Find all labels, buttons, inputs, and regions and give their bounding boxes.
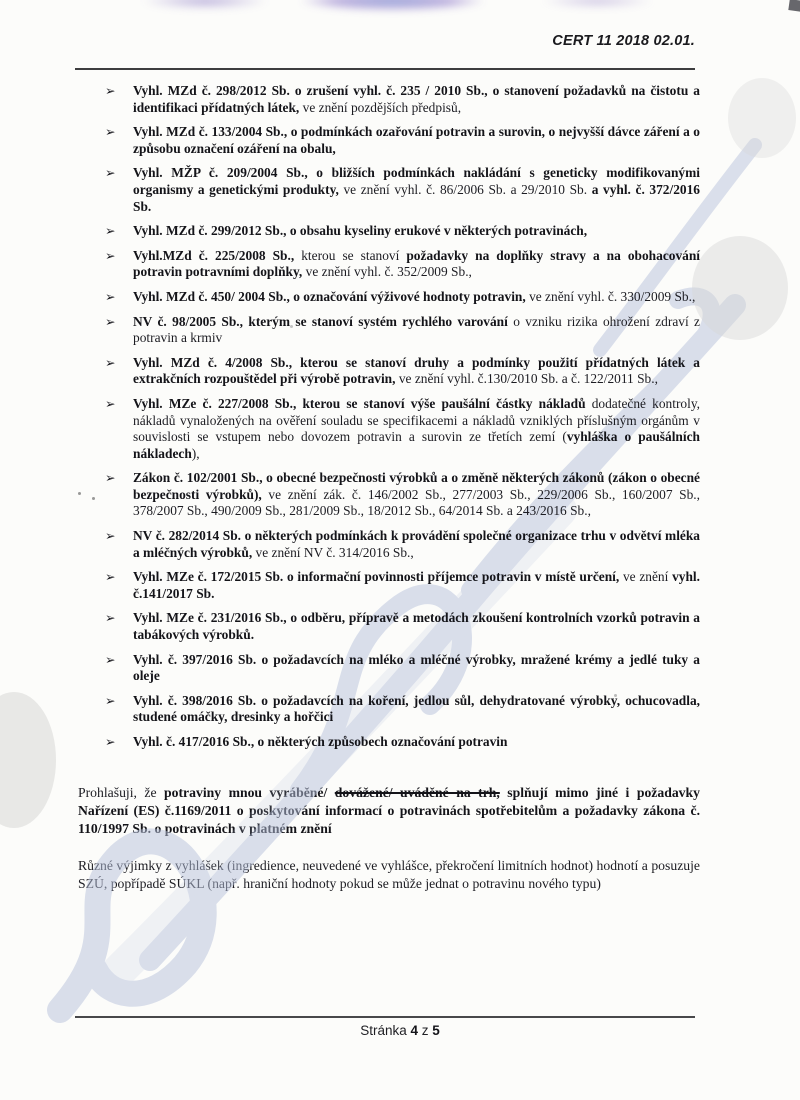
- text-segment: 5: [432, 1023, 440, 1038]
- text-segment: ),: [191, 445, 200, 461]
- arrow-bullet-icon: ➢: [105, 651, 116, 667]
- text-segment: vyhl. č.141/2017 Sb.: [133, 569, 700, 601]
- text-segment: ve znění vyhl. č.130/2010 Sb. a č. 122/2011 Sb.,: [398, 371, 658, 387]
- list-item: [105, 396, 700, 462]
- text-segment: Stránka: [360, 1023, 411, 1038]
- arrow-bullet-icon: ➢: [105, 313, 116, 329]
- text-segment: požadavky na doplňky stravy a na obohacování potravin potravními doplňky,: [133, 247, 701, 280]
- arrow-bullet-icon: ➢: [105, 734, 116, 749]
- list-item: [105, 470, 700, 520]
- text-segment: kterou se stanoví: [301, 247, 407, 263]
- text-segment: splňují mimo jiné i požadavky Nařízení (ES) č.1169/2011 o poskytování informací o potravinách spotřebitelům a požadavky zákona č. 110/1997 Sb. o potravinách v platném znění: [78, 784, 700, 836]
- text-segment: ve znění NV č. 314/2016 Sb.,: [255, 544, 414, 560]
- text-segment: Vyhl. MŽP č. 209/2004 Sb., o bližších podmínkách nakládání s geneticky modifikovanými organismy a genetickými produkty,: [133, 165, 700, 197]
- text-segment: a vyhl. č. 372/2016 Sb.: [133, 181, 700, 214]
- text-segment: Vyhl. č. 398/2016 Sb. o požadavcích na koření, jedlou sůl, dehydratované výrobky, ochucovadla, studené omáčky, dresinky a hořčici: [133, 692, 700, 725]
- text-segment: o vzniku rizika ohrožení zdraví z potravin a krmiv: [133, 313, 700, 346]
- closing-paragraphs: [0, 784, 800, 893]
- arrow-bullet-icon: ➢: [105, 83, 116, 98]
- arrow-bullet-icon: ➢: [105, 247, 116, 263]
- list-item: [105, 652, 700, 685]
- arrow-bullet-icon: ➢: [105, 124, 116, 140]
- scan-speck: [78, 492, 81, 495]
- text-segment: Vyhl.MZd č. 225/2008 Sb.,: [133, 247, 302, 263]
- list-item: [105, 165, 700, 215]
- text-segment: Prohlašuji, že: [78, 784, 165, 800]
- text-segment: ve znění vyhl. č. 352/2009 Sb.,: [305, 264, 472, 280]
- text-segment: dodatečné kontroly, nákladů vynaložených na ověření souladu se specifikacemi a nákladů vzniklých příslušným orgánům v souvislosti se vstupem nebo dovozem potravin a surovin ze třetích zemí (: [133, 395, 700, 445]
- document-code: CERT 11 2018 02.01.: [552, 33, 695, 49]
- text-segment: Vyhl. MZd č. 450/ 2004 Sb., o označování výživové hodnoty potravin,: [133, 288, 530, 304]
- list-item: [105, 83, 700, 116]
- declaration-paragraph: [78, 784, 700, 838]
- header-rule: [75, 68, 695, 70]
- scan-smudge: [540, 0, 655, 9]
- text-segment: Zákon č. 102/2001 Sb., o obecné bezpečnosti výrobků a o změně některých zákonů (zákon o obecné bezpečnosti výrobků),: [133, 470, 700, 502]
- text-segment: 4: [410, 1023, 418, 1038]
- arrow-bullet-icon: ➢: [105, 692, 116, 708]
- scan-corner-artifact: [788, 0, 800, 12]
- list-item: [105, 314, 700, 347]
- text-segment: Vyhl. č. 397/2016 Sb. o požadavcích na mléko a mléčné výrobky, mražené krémy a jedlé tuky a oleje: [133, 651, 700, 684]
- text-segment: Vyhl. č. 417/2016 Sb., o některých způsobech označování potravin: [133, 734, 508, 749]
- scan-smudge: [140, 0, 270, 10]
- arrow-bullet-icon: ➢: [105, 470, 116, 486]
- scan-smudge: [300, 0, 485, 11]
- list-item: [105, 734, 700, 751]
- text-segment: ve znění pozdějších předpisů,: [302, 99, 462, 115]
- exceptions-paragraph: [78, 857, 700, 893]
- text-segment: NV č. 98/2005 Sb., kterým se stanoví systém rychlého varování: [133, 313, 514, 329]
- list-item: [105, 223, 700, 240]
- text-segment: vyhláška o paušálních nákladech: [133, 429, 700, 461]
- arrow-bullet-icon: ➢: [105, 569, 116, 585]
- list-item: [105, 248, 700, 281]
- text-segment: ve znění vyhl. č. 86/2006 Sb. a 29/2010 Sb.: [343, 181, 592, 197]
- text-segment: Vyhl. MZd č. 4/2008 Sb., kterou se stanoví druhy a podmínky použití přídatných látek a extrakčních rozpouštědel při výrobě potravin,: [133, 354, 700, 387]
- text-segment: Vyhl. MZd č. 298/2012 Sb. o zrušení vyhl. č. 235 / 2010 Sb., o stanovení požadavků na čistotu a identifikaci přídatných látek,: [133, 83, 700, 115]
- arrow-bullet-icon: ➢: [105, 528, 116, 544]
- text-segment: z: [418, 1023, 433, 1038]
- list-item: [105, 610, 700, 643]
- arrow-bullet-icon: ➢: [105, 223, 116, 239]
- page-footer: [0, 1016, 800, 1038]
- list-item: [105, 355, 700, 388]
- list-item: [105, 528, 700, 561]
- text-segment: ve znění: [622, 569, 673, 585]
- arrow-bullet-icon: ➢: [105, 165, 116, 181]
- regulation-list: [105, 83, 700, 751]
- text-segment: Vyhl. MZe č. 231/2016 Sb., o odběru, přípravě a metodách zkoušení kontrolních vzorků potravin a tabákových výrobků.: [133, 610, 700, 643]
- text-segment: potraviny mnou vyráběné/: [164, 784, 335, 800]
- list-item: [105, 693, 700, 726]
- text-segment: ve znění vyhl. č. 330/2009 Sb.,: [529, 288, 696, 304]
- text-segment: Vyhl. MZd č. 133/2004 Sb., o podmínkách ozařování potravin a surovin, o nejvyšší dávce záření a o způsobu označení ozáření na obalu,: [133, 124, 700, 156]
- list-item: [105, 289, 700, 306]
- list-item: [105, 569, 700, 602]
- page-number: [0, 1023, 800, 1038]
- text-segment: NV č. 282/2014 Sb. o některých podmínkách k provádění společné organizace trhu v odvětví mléka a mléčných výrobků,: [133, 528, 700, 560]
- footer-rule: [75, 1016, 695, 1018]
- text-segment: Vyhl. MZd č. 299/2012 Sb., o obsahu kyseliny erukové v některých potravinách,: [133, 223, 588, 239]
- text-segment: Vyhl. MZe č. 172/2015 Sb. o informační povinnosti příjemce potravin v místě určení,: [133, 569, 623, 585]
- arrow-bullet-icon: ➢: [105, 354, 116, 370]
- arrow-bullet-icon: ➢: [105, 395, 116, 411]
- arrow-bullet-icon: ➢: [105, 288, 116, 304]
- text-segment: dovážené/ uváděné na trh,: [334, 784, 500, 800]
- arrow-bullet-icon: ➢: [105, 610, 116, 626]
- text-segment: Vyhl. MZe č. 227/2008 Sb., kterou se stanoví výše paušální částky nákladů: [133, 395, 592, 411]
- scan-speck: [92, 497, 95, 500]
- list-item: [105, 124, 700, 157]
- text-segment: ve znění zák. č. 146/2002 Sb., 277/2003 Sb., 229/2006 Sb., 160/2007 Sb., 378/2007 Sb., 490/2009 Sb., 281/2009 Sb., 18/2012 Sb., 64/2014 Sb. a 243/2016 Sb.,: [133, 486, 700, 519]
- text-segment: Různé výjimky z vyhlášek (ingredience, neuvedené ve vyhlášce, překročení limitních hodnot) hodnotí a posuzuje SZÚ, popřípadě SÚKL (např. hraniční hodnoty pokud se může jednat o potravinu nového typu): [78, 857, 700, 891]
